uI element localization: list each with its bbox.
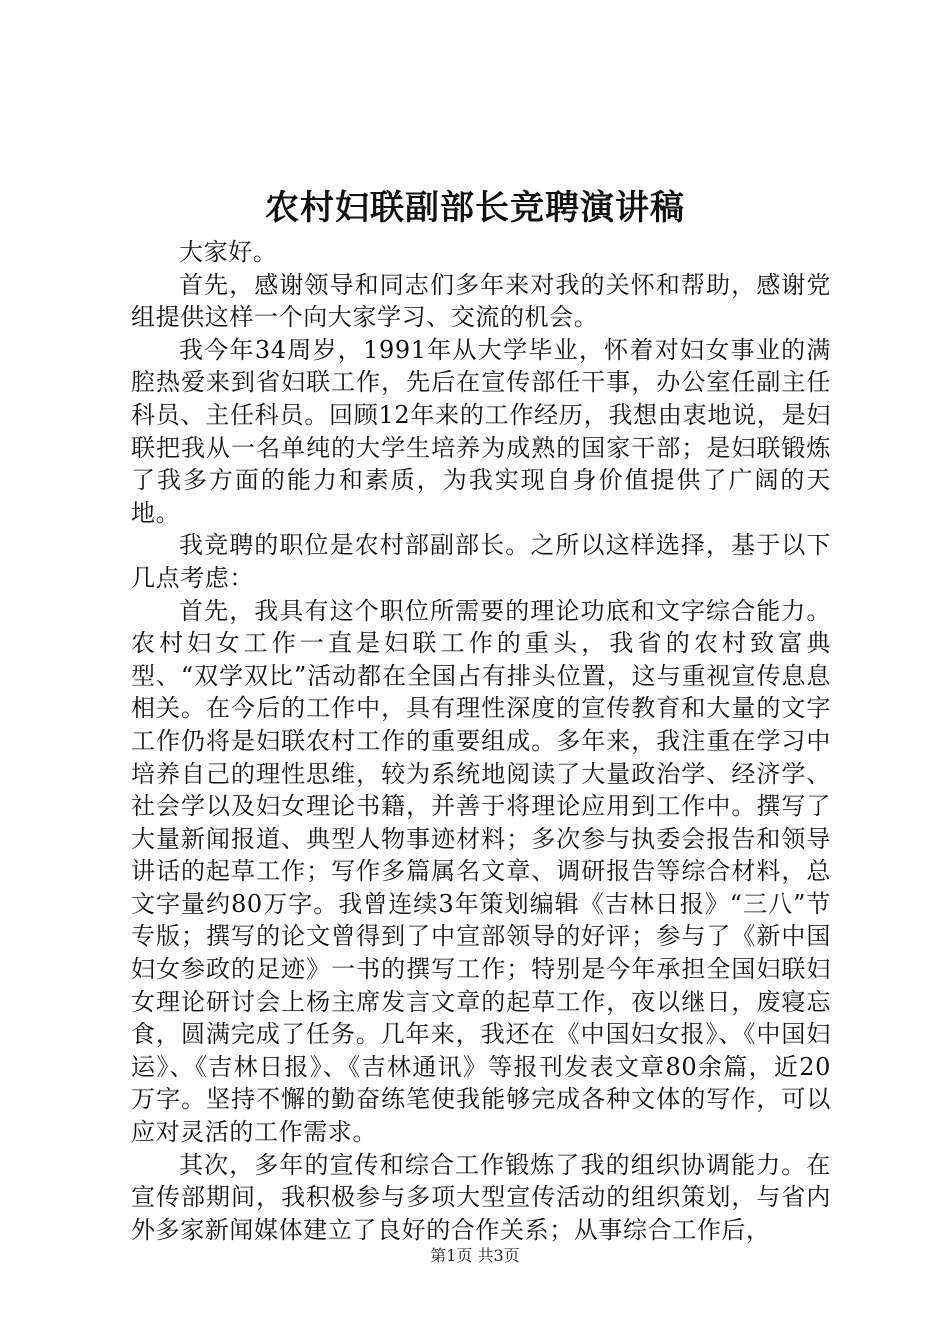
paragraph-background: 我今年34周岁，1991年从大学毕业，怀着对妇女事业的满腔热爱来到省妇联工作，先后在宣传部任干事，办公室任副主任科员、主任科员。回顾12年来的工作经历，我想由衷地说，是妇联把我从一名单纯的大学生培养为成熟的国家干部；是妇联锻炼了我多方面的能力和素质，为我实现自身价值提供了广阔的天地。 [131, 335, 831, 527]
document-body [131, 236, 831, 1246]
page-footer: 第1页 共3页 [430, 1246, 520, 1265]
paragraph-greeting: 大家好。 [179, 238, 278, 266]
document-title: 农村妇联副部长竞聘演讲稿 [265, 188, 685, 228]
paragraph-first-reason: 首先，我具有这个职位所需要的理论功底和文字综合能力。农村妇女工作一直是妇联工作的重头，我省的农村致富典型、“双学双比”活动都在全国占有排头位置，这与重视宣传息息相关。在今后的工作中，具有理性深度的宣传教育和大量的文字工作仍将是妇联农村工作的重要组成。多年来，我注重在学习中培养自己的理性思维，较为系统地阅读了大量政治学、经济学、社会学以及妇女理论书籍，并善于将理论应用到工作中。撰写了大量新闻报道、典型人物事迹材料；多次参与执委会报告和领导讲话的起草工作；写作多篇属名文章、调研报告等综合材料，总文字量约80万字。我曾连续3年策划编辑《吉林日报》“三八”节专版；撰写的论文曾得到了中宣部领导的好评；参与了《新中国妇女参政的足迹》一书的撰写工作；特别是今年承担全国妇联妇女理论研讨会上杨主席发言文章的起草工作，夜以继日，废寝忘食，圆满完成了任务。几年来，我还在《中国妇女报》、《中国妇运》、《吉林日报》、《吉林通讯》等报刊发表文章80余篇，近20万字。坚持不懈的勤奋练笔使我能够完成各种文体的写作，可以应对灵活的工作需求。 [131, 596, 831, 1147]
paragraph-second-reason: 其次，多年的宣传和综合工作锻炼了我的组织协调能力。在宣传部期间，我积极参与多项大型宣传活动的组织策划，与省内外多家新闻媒体建立了良好的合作关系；从事综合工作后， [131, 1150, 831, 1244]
paragraph-thanks: 首先，感谢领导和同志们多年来对我的关怀和帮助，感谢党组提供这样一个向大家学习、交流的机会。 [131, 270, 831, 332]
paragraph-position: 我竞聘的职位是农村部副部长。之所以这样选择，基于以下几点考虑： [131, 531, 831, 592]
